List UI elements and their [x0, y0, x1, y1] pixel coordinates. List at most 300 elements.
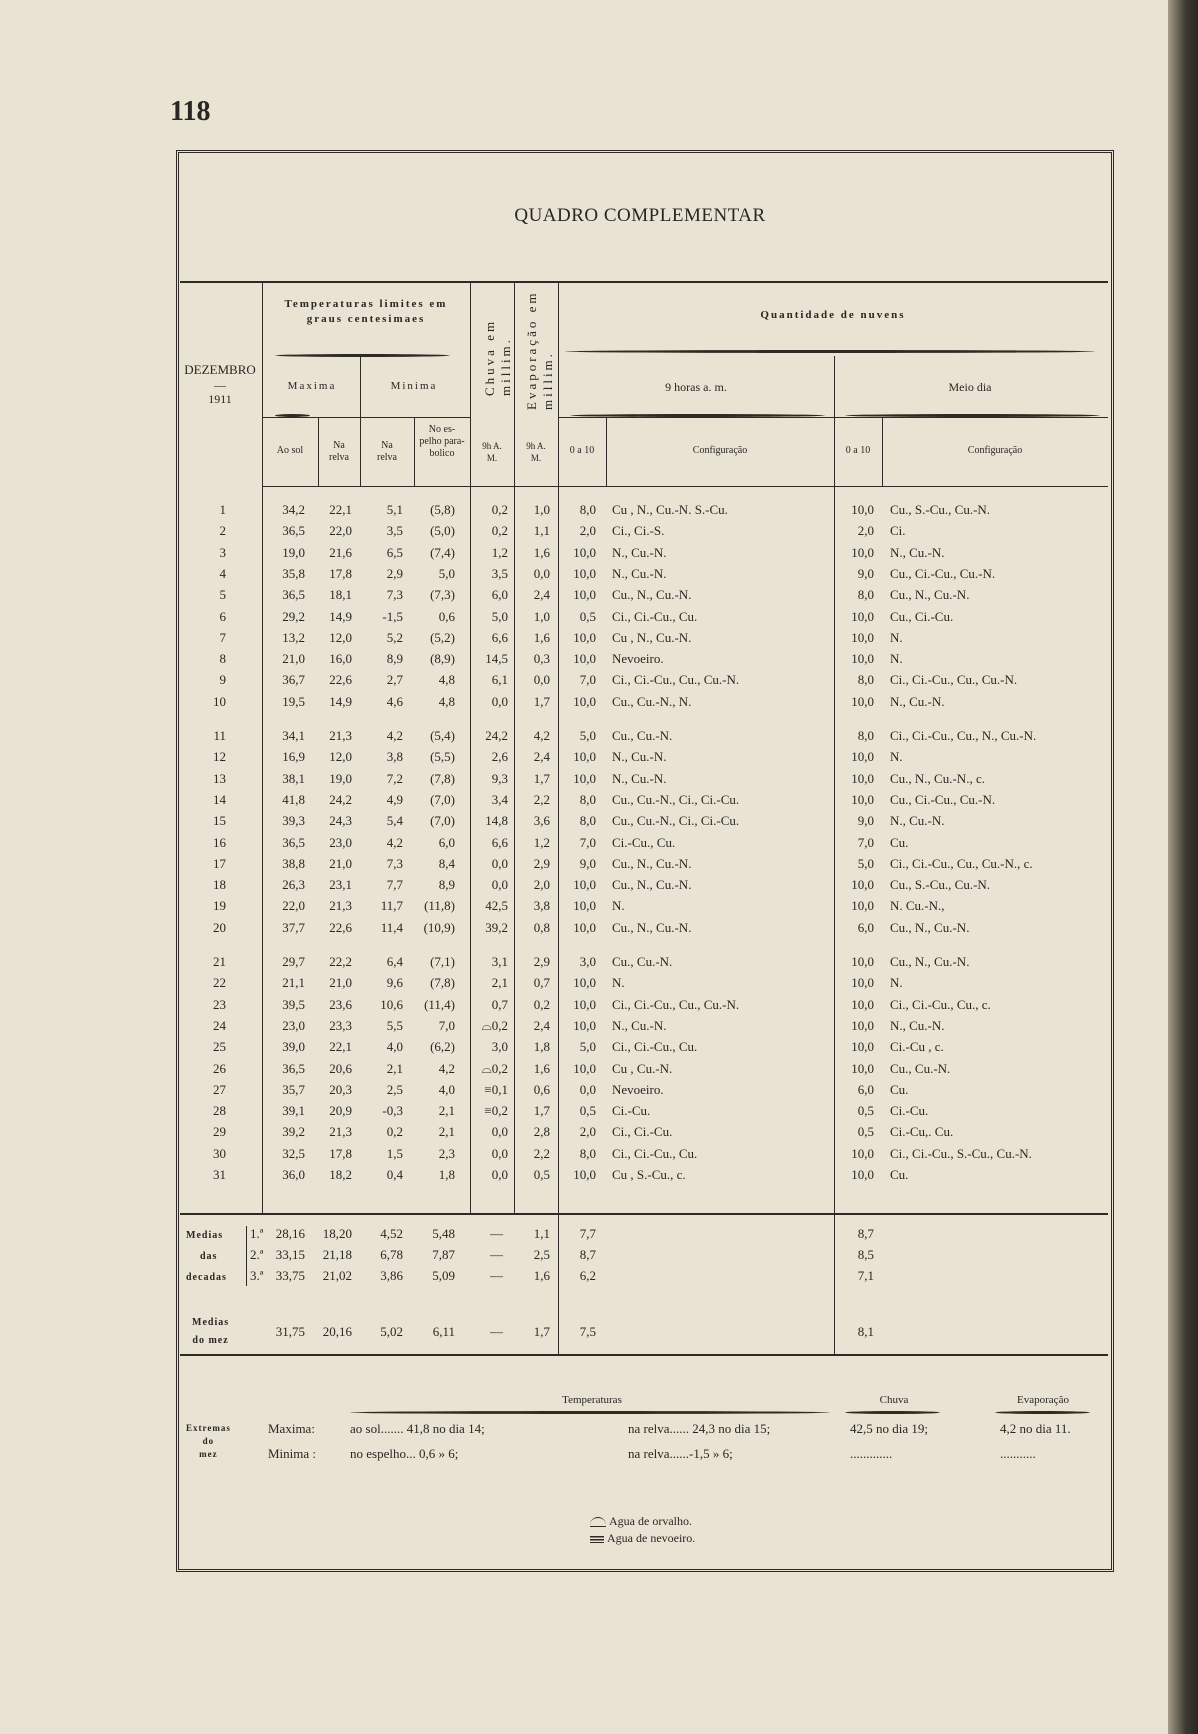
cell-nuvens-meio-dia: 10,0 — [851, 996, 874, 1012]
table-row — [176, 1167, 1108, 1187]
header-hora-chuva: 9h A. M. — [482, 441, 502, 463]
cell-config-9h: Cu , N., Cu.-N. — [612, 629, 692, 645]
col-rule-3 — [360, 356, 361, 486]
cell-evaporacao: 0,8 — [533, 919, 550, 935]
col-rule-4 — [414, 417, 415, 486]
cell-config-meio-dia: Cu., Ci.-Cu., Cu.-N. — [890, 565, 996, 581]
cell-na-relva-max: 12,0 — [329, 749, 352, 765]
cell-no-espelho: 5,09 — [432, 1268, 455, 1283]
cell-evaporacao: 2,8 — [533, 1124, 550, 1140]
cell-day: 1 — [219, 502, 226, 517]
cell-evaporacao: 2,4 — [533, 749, 550, 765]
cell-no-espelho: 2,3 — [438, 1145, 455, 1161]
table-row — [176, 835, 1108, 855]
cell-no-espelho: 7,0 — [438, 1017, 455, 1033]
cell-na-relva-min: 7,3 — [386, 855, 403, 871]
cell-na-relva-min: 2,9 — [386, 565, 403, 581]
cell-na-relva-max: 21,6 — [329, 544, 352, 560]
cell-chuva: ≡0,2 — [484, 1103, 508, 1119]
ornament-extremes-temp — [350, 1411, 830, 1414]
header-dash: — — [214, 378, 226, 392]
cell-ao-sol: 13,2 — [282, 629, 305, 645]
cell-ao-sol: 39,1 — [282, 1103, 305, 1119]
dew-symbol-icon — [590, 1517, 606, 1527]
cell-day: 7 — [219, 629, 226, 645]
cell-no-espelho: 4,0 — [438, 1081, 455, 1097]
cell-na-relva-max: 21,0 — [329, 855, 352, 871]
cell-config-9h: Ci., Ci.-Cu. — [612, 1124, 673, 1140]
cell-config-9h: Cu., N., Cu.-N. — [612, 855, 692, 871]
cell-config-meio-dia: Ci., Ci.-Cu., S.-Cu., Cu.-N. — [890, 1145, 1032, 1161]
cell-config-meio-dia: N., Cu.-N. — [890, 813, 945, 829]
cell-chuva: 2,6 — [491, 749, 508, 765]
cell-ao-sol: 39,2 — [282, 1124, 305, 1140]
cell-config-meio-dia: Ci.-Cu,. Cu. — [890, 1124, 954, 1140]
cell-nuvens-meio-dia: 5,0 — [857, 855, 874, 871]
cell-config-meio-dia: N., Cu.-N. — [890, 544, 945, 560]
cell-config-meio-dia: Cu., N., Cu.-N. — [890, 954, 970, 969]
table-row — [176, 1124, 1108, 1144]
cell-config-meio-dia: N. Cu.-N., — [890, 898, 945, 914]
month-label: DEZEMBRO — [184, 362, 256, 377]
cell-ao-sol: 36,7 — [282, 672, 305, 688]
extremes-min-relva: na relva......-1,5 » 6; — [628, 1446, 733, 1461]
table-row — [176, 1146, 1108, 1166]
cell-nuvens-9h: 8,0 — [579, 1145, 596, 1161]
ornament-temp — [275, 354, 450, 357]
cell-nuvens-9h: 10,0 — [573, 629, 596, 645]
cell-config-9h: Ci., Ci.-Cu., Cu., Cu.-N. — [612, 672, 740, 688]
cell-ao-sol: 35,8 — [282, 565, 305, 581]
cell-config-9h: N., Cu.-N. — [612, 770, 667, 786]
cell-config-9h: N. — [612, 975, 625, 991]
table-row — [176, 523, 1108, 543]
extremes-maxima-label: Maxima: — [268, 1421, 315, 1436]
cell-na-relva-max: 21,18 — [322, 1247, 352, 1262]
cell-no-espelho: (7,0) — [430, 791, 455, 807]
cell-config-meio-dia: N. — [890, 629, 903, 645]
cell-config-meio-dia: Cu., S.-Cu., Cu.-N. — [890, 877, 991, 893]
fog-symbol-icon — [590, 1536, 604, 1543]
cell-evaporacao: 0,2 — [533, 996, 550, 1012]
legend-fog-label: Agua de nevoeiro. — [607, 1531, 696, 1545]
cell-evaporacao: 3,8 — [533, 898, 550, 914]
cell-na-relva-min: -0,3 — [382, 1103, 403, 1119]
cell-na-relva-max: 18,2 — [329, 1167, 352, 1182]
cell-na-relva-min: 0,4 — [386, 1167, 403, 1182]
header-meio-dia: Meio dia — [948, 380, 992, 394]
cell-ao-sol: 16,9 — [282, 749, 305, 765]
cell-nuvens-meio-dia: 10,0 — [851, 502, 874, 517]
cell-chuva: 2,1 — [491, 975, 508, 991]
cell-evaporacao: 3,6 — [533, 813, 550, 829]
cell-config-meio-dia: Ci., Ci.-Cu., Cu., Cu.-N., c. — [890, 855, 1033, 871]
cell-no-espelho: 6,0 — [438, 834, 455, 850]
cell-chuva: 3,5 — [491, 565, 508, 581]
table-row — [176, 1082, 1108, 1102]
cell-na-relva-min: 6,4 — [386, 954, 403, 969]
cell-day: 8 — [219, 651, 226, 667]
cell-nuvens-meio-dia: 6,0 — [857, 1081, 874, 1097]
cell-config-meio-dia: N., Cu.-N. — [890, 1017, 945, 1033]
cell-no-espelho: 5,0 — [438, 565, 455, 581]
cell-chuva: 42,5 — [485, 898, 508, 914]
cell-nuvens-meio-dia: 10,0 — [851, 1017, 874, 1033]
cell-nuvens-9h: 10,0 — [573, 565, 596, 581]
cell-day: 16 — [213, 834, 226, 850]
table-row — [176, 792, 1108, 812]
decade-row — [176, 1247, 1108, 1267]
table-row — [176, 856, 1108, 876]
cell-nuvens-meio-dia: 10,0 — [851, 608, 874, 624]
table-row — [176, 877, 1108, 897]
cell-na-relva-max: 14,9 — [329, 693, 352, 709]
cell-chuva: ⌓0,2 — [481, 1017, 508, 1033]
cell-config-9h: Ci., Ci.-Cu., Cu. — [612, 1039, 698, 1055]
table-row — [176, 566, 1108, 586]
cell-day: 20 — [213, 919, 226, 935]
cell-nuvens-9h: 7,5 — [579, 1324, 596, 1339]
cell-nuvens-9h: 7,0 — [579, 834, 596, 850]
cell-day: 25 — [213, 1039, 226, 1055]
cell-nuvens-meio-dia: 10,0 — [851, 975, 874, 991]
cell-nuvens-meio-dia: 10,0 — [851, 749, 874, 765]
decade-row — [176, 1268, 1108, 1288]
cell-na-relva-max: 22,0 — [329, 523, 352, 539]
cell-day: 13 — [213, 770, 226, 786]
rule-data-bottom — [180, 1213, 1108, 1215]
cell-ao-sol: 39,5 — [282, 996, 305, 1012]
cell-config-9h: N., Cu.-N. — [612, 544, 667, 560]
col-rule-2 — [318, 417, 319, 486]
cell-ao-sol: 38,8 — [282, 855, 305, 871]
cell-day: 24 — [213, 1017, 226, 1033]
cell-na-relva-min: 7,2 — [386, 770, 403, 786]
table-row — [176, 975, 1108, 995]
cell-no-espelho: (5,0) — [430, 523, 455, 539]
cell-no-espelho: 7,87 — [432, 1247, 455, 1262]
cell-config-9h: Ci., Ci.-S. — [612, 523, 665, 539]
cell-evaporacao: 2,4 — [533, 1017, 550, 1033]
cell-nuvens-meio-dia: 10,0 — [851, 1167, 874, 1182]
cell-nuvens-9h: 10,0 — [573, 651, 596, 667]
cell-config-meio-dia: Ci., Ci.-Cu., Cu., N., Cu.-N. — [890, 728, 1037, 743]
cell-ao-sol: 36,5 — [282, 587, 305, 603]
extremes-label-2: do — [202, 1436, 215, 1446]
cell-na-relva-min: 5,1 — [386, 502, 403, 517]
cell-no-espelho: (5,2) — [430, 629, 455, 645]
cell-ao-sol: 31,75 — [275, 1324, 305, 1339]
decade-row — [176, 1226, 1108, 1246]
cell-na-relva-max: 23,0 — [329, 834, 352, 850]
cell-config-meio-dia: N. — [890, 651, 903, 667]
cell-nuvens-9h: 2,0 — [579, 1124, 596, 1140]
cell-nuvens-meio-dia: 10,0 — [851, 791, 874, 807]
cell-na-relva-max: 24,3 — [329, 813, 352, 829]
cell-ao-sol: 29,2 — [282, 608, 305, 624]
cell-no-espelho: 0,6 — [438, 608, 455, 624]
cell-config-meio-dia: Cu., Ci.-Cu. — [890, 608, 954, 624]
cell-nuvens-meio-dia: 10,0 — [851, 693, 874, 709]
cell-config-9h: Cu , N., Cu.-N. S.-Cu. — [612, 502, 728, 517]
cell-chuva: — — [490, 1247, 503, 1262]
extremes-head-chuva: Chuva — [879, 1394, 909, 1406]
cell-nuvens-9h: 8,7 — [579, 1247, 596, 1262]
cell-no-espelho: 4,8 — [438, 672, 455, 688]
cell-nuvens-9h: 10,0 — [573, 1060, 596, 1076]
extremes-min-chuva: ............. — [850, 1446, 893, 1461]
cell-chuva: 3,0 — [491, 1039, 508, 1055]
cell-no-espelho: 8,9 — [438, 877, 455, 893]
cell-ao-sol: 29,7 — [282, 954, 305, 969]
cell-no-espelho: (7,0) — [430, 813, 455, 829]
rule-sub-clouds — [558, 417, 1108, 418]
cell-config-9h: Cu., Cu.-N., Ci., Ci.-Cu. — [612, 813, 740, 829]
cell-chuva: — — [490, 1226, 503, 1241]
ornament-extremes-chuva — [845, 1411, 940, 1414]
cell-no-espelho: (7,8) — [430, 770, 455, 786]
page-number: 118 — [170, 96, 211, 127]
cell-evaporacao: 0,0 — [533, 672, 550, 688]
cell-decade-number: 3.ª — [250, 1268, 264, 1283]
cell-day: 11 — [213, 728, 226, 743]
cell-chuva: 24,2 — [485, 728, 508, 743]
cell-ao-sol: 36,5 — [282, 1060, 305, 1076]
cell-chuva: 6,6 — [491, 834, 508, 850]
extremes-max-chuva: 42,5 no dia 19; — [850, 1421, 928, 1436]
cell-evaporacao: 0,3 — [533, 651, 550, 667]
cell-config-9h: Ci., Ci.-Cu., Cu. — [612, 1145, 698, 1161]
cell-config-meio-dia: Ci., Ci.-Cu., Cu., Cu.-N. — [890, 672, 1018, 688]
cell-na-relva-max: 23,1 — [329, 877, 352, 893]
cell-day: 6 — [219, 608, 226, 624]
cell-config-meio-dia: Cu., Ci.-Cu., Cu.-N. — [890, 791, 996, 807]
cell-chuva: 39,2 — [485, 919, 508, 935]
col-rule-10 — [882, 417, 883, 486]
cell-evaporacao: 2,4 — [533, 587, 550, 603]
cell-evaporacao: 1,1 — [533, 1226, 550, 1241]
cell-config-9h: N., Cu.-N. — [612, 565, 667, 581]
legend-dew-label: Agua de orvalho. — [609, 1514, 692, 1528]
cell-config-meio-dia: N. — [890, 975, 903, 991]
table-title: QUADRO COMPLEMENTAR — [514, 205, 766, 226]
cell-config-meio-dia: Ci., Ci.-Cu., Cu., c. — [890, 996, 991, 1012]
cell-evaporacao: 1,0 — [533, 502, 550, 517]
cell-chuva: 0,7 — [491, 996, 508, 1012]
table-row — [176, 898, 1108, 918]
cell-nuvens-9h: 6,2 — [579, 1268, 596, 1283]
cell-na-relva-max: 24,2 — [329, 791, 352, 807]
page-edge — [1168, 0, 1198, 1734]
cell-day: 26 — [213, 1060, 226, 1076]
table-row — [176, 954, 1108, 974]
cell-ao-sol: 32,5 — [282, 1145, 305, 1161]
cell-ao-sol: 34,2 — [282, 502, 305, 517]
ornament-extremes-evap — [995, 1411, 1090, 1414]
cell-no-espelho: (5,8) — [430, 502, 455, 517]
cell-nuvens-9h: 0,5 — [579, 1103, 596, 1119]
cell-ao-sol: 36,0 — [282, 1167, 305, 1182]
header-ao-sol: Ao sol — [276, 445, 304, 456]
cell-evaporacao: 1,1 — [533, 523, 550, 539]
table-row — [176, 651, 1108, 671]
cell-evaporacao: 2,2 — [533, 791, 550, 807]
cell-config-meio-dia: Cu., N., Cu.-N., c. — [890, 770, 985, 786]
table-row — [176, 728, 1108, 748]
cell-chuva: 0,2 — [491, 523, 508, 539]
cell-nuvens-meio-dia: 10,0 — [851, 954, 874, 969]
cell-na-relva-max: 14,9 — [329, 608, 352, 624]
cell-evaporacao: 2,9 — [533, 954, 550, 969]
cell-ao-sol: 33,15 — [275, 1247, 305, 1262]
extremes-label-3: mez — [199, 1449, 218, 1459]
cell-decade-number: 1.ª — [250, 1226, 264, 1241]
ornament-max-1 — [275, 414, 310, 417]
cell-nuvens-9h: 10,0 — [573, 975, 596, 991]
cell-nuvens-9h: 9,0 — [579, 855, 596, 871]
cell-na-relva-min: 7,7 — [386, 877, 403, 893]
cell-nuvens-9h: 7,0 — [579, 672, 596, 688]
header-no-espelho: No es- pelho para- bolico — [419, 424, 465, 459]
legend-dew — [590, 1514, 692, 1529]
cell-config-meio-dia: N. — [890, 749, 903, 765]
cell-na-relva-min: 3,8 — [386, 749, 403, 765]
cell-evaporacao: 1,7 — [533, 1103, 550, 1119]
cell-nuvens-meio-dia: 10,0 — [851, 1060, 874, 1076]
header-escala-1: 0 a 10 — [569, 445, 595, 456]
cell-nuvens-meio-dia: 6,0 — [857, 919, 874, 935]
header-evaporacao: Evaporação em millim. — [524, 290, 555, 410]
cell-nuvens-meio-dia: 10,0 — [851, 770, 874, 786]
cell-nuvens-meio-dia: 8,0 — [857, 728, 874, 743]
cell-ao-sol: 35,7 — [282, 1081, 305, 1097]
header-temperaturas: Temperaturas limites em graus centesimaes — [284, 298, 448, 325]
rule-header-top — [180, 281, 1108, 283]
cell-nuvens-meio-dia: 8,5 — [857, 1247, 874, 1262]
cell-chuva: 6,1 — [491, 672, 508, 688]
cell-ao-sol: 19,5 — [282, 693, 305, 709]
cell-nuvens-9h: 0,5 — [579, 608, 596, 624]
cell-config-9h: N., Cu.-N. — [612, 749, 667, 765]
cell-na-relva-max: 22,1 — [329, 502, 352, 517]
header-nove-horas: 9 horas a. m. — [665, 380, 727, 394]
cell-day: 19 — [213, 898, 226, 914]
cell-na-relva-max: 23,3 — [329, 1017, 352, 1033]
table-row — [176, 1039, 1108, 1059]
cell-ao-sol: 39,0 — [282, 1039, 305, 1055]
cell-na-relva-min: 11,7 — [380, 898, 403, 914]
cell-evaporacao: 4,2 — [533, 728, 550, 743]
extremes-label-1: Extremas — [186, 1423, 231, 1433]
cell-ao-sol: 41,8 — [282, 791, 305, 807]
cell-nuvens-9h: 10,0 — [573, 587, 596, 603]
cell-config-9h: N. — [612, 898, 625, 914]
cell-nuvens-9h: 8,0 — [579, 791, 596, 807]
cell-nuvens-9h: 10,0 — [573, 919, 596, 935]
ornament-clouds — [565, 350, 1095, 353]
table-row — [176, 1103, 1108, 1123]
month-summary-values — [176, 1324, 1108, 1344]
decade-label-2: das — [200, 1251, 218, 1262]
rule-summary-bottom — [180, 1354, 1108, 1356]
cell-no-espelho: (7,3) — [430, 587, 455, 603]
cell-chuva: 0,0 — [491, 877, 508, 893]
cell-chuva: 0,0 — [491, 693, 508, 709]
cell-day: 17 — [213, 855, 226, 871]
col-rule-8 — [606, 417, 607, 486]
cell-nuvens-9h: 10,0 — [573, 693, 596, 709]
decade-label-3: decadas — [186, 1272, 227, 1283]
cell-day: 15 — [213, 813, 226, 829]
cell-day: 2 — [219, 523, 226, 539]
cell-na-relva-max: 22,1 — [329, 1039, 352, 1055]
table-row — [176, 920, 1108, 940]
cell-nuvens-meio-dia: 9,0 — [857, 565, 874, 581]
table-row — [176, 1018, 1108, 1038]
legend-fog — [590, 1531, 695, 1546]
cell-evaporacao: 2,2 — [533, 1145, 550, 1161]
cell-day: 14 — [213, 791, 226, 807]
cell-na-relva-max: 20,16 — [322, 1324, 352, 1339]
cell-chuva: 14,5 — [485, 651, 508, 667]
cell-na-relva-max: 22,6 — [329, 919, 352, 935]
cell-config-9h: Cu., Cu.-N. — [612, 954, 673, 969]
cell-chuva: — — [490, 1324, 503, 1339]
cell-na-relva-min: 2,5 — [386, 1081, 403, 1097]
cell-na-relva-max: 20,6 — [329, 1060, 352, 1076]
cell-no-espelho: (7,8) — [430, 975, 455, 991]
cell-nuvens-9h: 8,0 — [579, 813, 596, 829]
cell-na-relva-max: 12,0 — [329, 629, 352, 645]
ornament-9h — [570, 414, 825, 417]
cell-config-meio-dia: Cu., Cu.-N. — [890, 1060, 951, 1076]
cell-na-relva-max: 18,20 — [322, 1226, 352, 1241]
cell-na-relva-max: 21,3 — [329, 898, 352, 914]
cell-na-relva-max: 17,8 — [329, 565, 352, 581]
cell-na-relva-min: -1,5 — [382, 608, 403, 624]
cell-ao-sol: 36,5 — [282, 834, 305, 850]
cell-no-espelho: 2,1 — [438, 1124, 455, 1140]
cell-chuva: 9,3 — [491, 770, 508, 786]
cell-na-relva-max: 21,3 — [329, 1124, 352, 1140]
cell-config-9h: Ci.-Cu., Cu. — [612, 834, 676, 850]
cell-na-relva-max: 21,02 — [322, 1268, 352, 1283]
cell-no-espelho: 6,11 — [432, 1324, 455, 1339]
cell-chuva: 6,0 — [491, 587, 508, 603]
cell-na-relva-min: 4,2 — [386, 728, 403, 743]
cell-nuvens-9h: 10,0 — [573, 996, 596, 1012]
cell-no-espelho: 1,8 — [438, 1167, 455, 1182]
cell-config-meio-dia: Ci.-Cu. — [890, 1103, 929, 1119]
table-row — [176, 749, 1108, 769]
cell-config-9h: Ci., Ci.-Cu., Cu. — [612, 608, 698, 624]
header-minima: Minima — [390, 380, 438, 392]
cell-na-relva-min: 7,3 — [386, 587, 403, 603]
cell-na-relva-max: 18,1 — [329, 587, 352, 603]
decade-label-1: Medias — [186, 1230, 224, 1241]
cell-config-meio-dia: Cu. — [890, 1081, 909, 1097]
cell-chuva: — — [490, 1268, 503, 1283]
cell-config-meio-dia: Cu. — [890, 834, 909, 850]
cell-day: 21 — [213, 954, 226, 969]
cell-evaporacao: 0,7 — [533, 975, 550, 991]
cell-na-relva-min: 0,2 — [386, 1124, 403, 1140]
cell-nuvens-meio-dia: 0,5 — [857, 1103, 874, 1119]
cell-config-9h: Cu., N., Cu.-N. — [612, 877, 692, 893]
cell-day: 27 — [213, 1081, 226, 1097]
cell-config-9h: Ci., Ci.-Cu., Cu., Cu.-N. — [612, 996, 740, 1012]
cell-na-relva-min: 6,78 — [380, 1247, 403, 1262]
